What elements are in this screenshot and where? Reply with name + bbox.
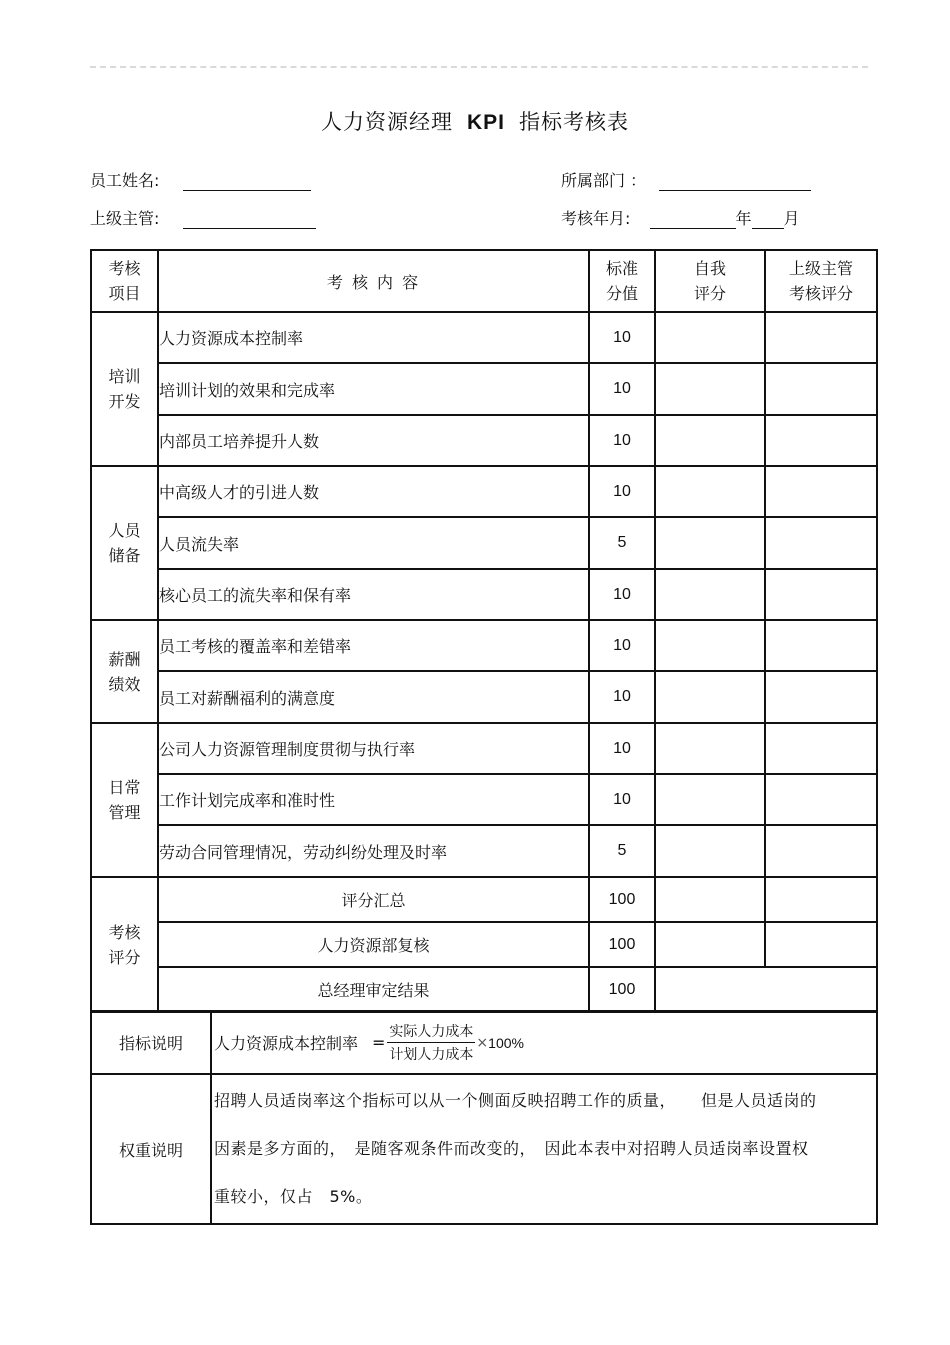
self-score-cell[interactable] xyxy=(655,877,765,922)
assessment-score: 100 xyxy=(589,877,655,922)
row-content: 人力资源成本控制率 xyxy=(158,312,589,363)
self-score-cell[interactable] xyxy=(655,363,765,415)
weight-line: 因素是多方面的， 是随客观条件而改变的， 因此本表中对招聘人员适岗率设置权 xyxy=(214,1139,809,1158)
header-item: 考核 项目 xyxy=(91,250,158,312)
row-content: 培训计划的效果和完成率 xyxy=(158,363,589,415)
self-score-cell[interactable] xyxy=(655,620,765,671)
title-suffix: 指标考核表 xyxy=(519,110,629,134)
row-content: 工作计划完成率和准时性 xyxy=(158,774,589,825)
indicator-label: 指标说明 xyxy=(91,1011,211,1074)
weight-line: 重较小，仅占 5%。 xyxy=(214,1187,373,1206)
weight-description xyxy=(211,1074,877,1224)
supervisor-score-cell[interactable] xyxy=(765,825,877,877)
page-title xyxy=(0,106,950,136)
supervisor-score-cell[interactable] xyxy=(765,415,877,466)
assessment-score: 100 xyxy=(589,922,655,967)
supervisor-score-cell[interactable] xyxy=(765,922,877,967)
row-standard-score: 5 xyxy=(589,825,655,877)
self-score-cell[interactable] xyxy=(655,466,765,517)
category-daily-management: 日常 管理 xyxy=(91,723,158,877)
year-unit: 年 xyxy=(735,209,752,228)
assessment-row xyxy=(91,877,877,922)
month-blank[interactable] xyxy=(752,210,784,229)
table-row xyxy=(91,774,877,825)
formula-name: 人力资源成本控制率 xyxy=(214,1034,359,1053)
row-standard-score: 10 xyxy=(589,312,655,363)
self-score-cell[interactable] xyxy=(655,825,765,877)
indicator-row xyxy=(91,1011,877,1074)
year-blank[interactable] xyxy=(650,210,736,229)
row-content: 中高级人才的引进人数 xyxy=(158,466,589,517)
table-row xyxy=(91,466,877,517)
weight-label: 权重说明 xyxy=(91,1074,211,1224)
row-standard-score: 10 xyxy=(589,774,655,825)
supervisor-score-cell[interactable] xyxy=(765,517,877,569)
row-standard-score: 10 xyxy=(589,620,655,671)
kpi-table xyxy=(90,249,878,1013)
employee-name-label: 员工姓名: xyxy=(90,171,160,190)
self-score-cell[interactable] xyxy=(655,312,765,363)
supervisor-score-cell[interactable] xyxy=(765,877,877,922)
assessment-score: 100 xyxy=(589,967,655,1012)
self-score-cell[interactable] xyxy=(655,671,765,723)
category-reserve: 人员 储备 xyxy=(91,466,158,620)
supervisor-field xyxy=(90,206,316,229)
table-row xyxy=(91,312,877,363)
assessment-label: 总经理审定结果 xyxy=(158,967,589,1012)
row-standard-score: 10 xyxy=(589,671,655,723)
category-training: 培训 开发 xyxy=(91,312,158,466)
self-score-cell[interactable] xyxy=(655,922,765,967)
category-assessment: 考核 评分 xyxy=(91,877,158,1012)
row-content: 公司人力资源管理制度贯彻与执行率 xyxy=(158,723,589,774)
formula-equals: = xyxy=(372,1033,386,1052)
row-standard-score: 5 xyxy=(589,517,655,569)
supervisor-label: 上级主管: xyxy=(90,209,160,228)
department-blank[interactable] xyxy=(659,172,811,191)
table-header-row xyxy=(91,250,877,312)
row-content: 员工考核的覆盖率和差错率 xyxy=(158,620,589,671)
supervisor-score-cell[interactable] xyxy=(765,363,877,415)
supervisor-score-cell[interactable] xyxy=(765,723,877,774)
table-row xyxy=(91,620,877,671)
title-prefix: 人力资源经理 xyxy=(320,110,453,134)
self-score-cell[interactable] xyxy=(655,569,765,620)
month-unit: 月 xyxy=(783,209,800,228)
assessment-label: 评分汇总 xyxy=(158,877,589,922)
header-standard: 标准 分值 xyxy=(589,250,655,312)
formula-numerator: 实际人力成本 xyxy=(387,1021,475,1043)
header-content: 考 核 内 容 xyxy=(158,250,589,312)
department-field xyxy=(561,168,811,191)
table-row xyxy=(91,415,877,466)
employee-name-blank[interactable] xyxy=(183,172,311,191)
row-content: 内部员工培养提升人数 xyxy=(158,415,589,466)
formula-denominator: 计划人力成本 xyxy=(389,1047,474,1063)
table-row xyxy=(91,517,877,569)
supervisor-score-cell[interactable] xyxy=(765,569,877,620)
header-supervisor: 上级主管 考核评分 xyxy=(765,250,877,312)
table-row xyxy=(91,363,877,415)
self-score-cell[interactable] xyxy=(655,774,765,825)
header-divider xyxy=(90,66,868,68)
supervisor-score-cell[interactable] xyxy=(765,774,877,825)
supervisor-blank[interactable] xyxy=(183,210,316,229)
row-content: 核心员工的流失率和保有率 xyxy=(158,569,589,620)
supervisor-score-cell[interactable] xyxy=(765,671,877,723)
table-row xyxy=(91,825,877,877)
row-standard-score: 10 xyxy=(589,363,655,415)
title-kpi: KPI xyxy=(466,111,505,134)
category-compensation: 薪酬 绩效 xyxy=(91,620,158,723)
header-self: 自我 评分 xyxy=(655,250,765,312)
table-row xyxy=(91,723,877,774)
formula-percent: 100% xyxy=(488,1034,524,1051)
assessment-row xyxy=(91,922,877,967)
employee-name-field xyxy=(90,168,311,191)
row-standard-score: 10 xyxy=(589,415,655,466)
weight-row xyxy=(91,1074,877,1224)
row-content: 员工对薪酬福利的满意度 xyxy=(158,671,589,723)
row-content: 人员流失率 xyxy=(158,517,589,569)
self-score-cell[interactable] xyxy=(655,415,765,466)
supervisor-score-cell[interactable] xyxy=(765,620,877,671)
formula-times: × xyxy=(476,1034,489,1051)
row-standard-score: 10 xyxy=(589,723,655,774)
formula-fraction xyxy=(387,1021,475,1064)
assessment-label: 人力资源部复核 xyxy=(158,922,589,967)
assessment-row xyxy=(91,967,877,1012)
department-label: 所属部门 ： xyxy=(561,171,647,190)
supervisor-score-cell[interactable] xyxy=(765,312,877,363)
weight-line: 招聘人员适岗率这个指标可以从一个侧面反映招聘工作的质量， 但是人员适岗的 xyxy=(214,1091,817,1110)
final-result-cell[interactable] xyxy=(655,967,877,1012)
table-row xyxy=(91,569,877,620)
self-score-cell[interactable] xyxy=(655,723,765,774)
self-score-cell[interactable] xyxy=(655,517,765,569)
row-standard-score: 10 xyxy=(589,466,655,517)
notes-table xyxy=(90,1010,878,1225)
period-field xyxy=(561,206,800,229)
row-standard-score: 10 xyxy=(589,569,655,620)
supervisor-score-cell[interactable] xyxy=(765,466,877,517)
row-content: 劳动合同管理情况，劳动纠纷处理及时率 xyxy=(158,825,589,877)
period-label: 考核年月: xyxy=(561,209,631,228)
indicator-formula xyxy=(211,1011,877,1074)
table-row xyxy=(91,671,877,723)
